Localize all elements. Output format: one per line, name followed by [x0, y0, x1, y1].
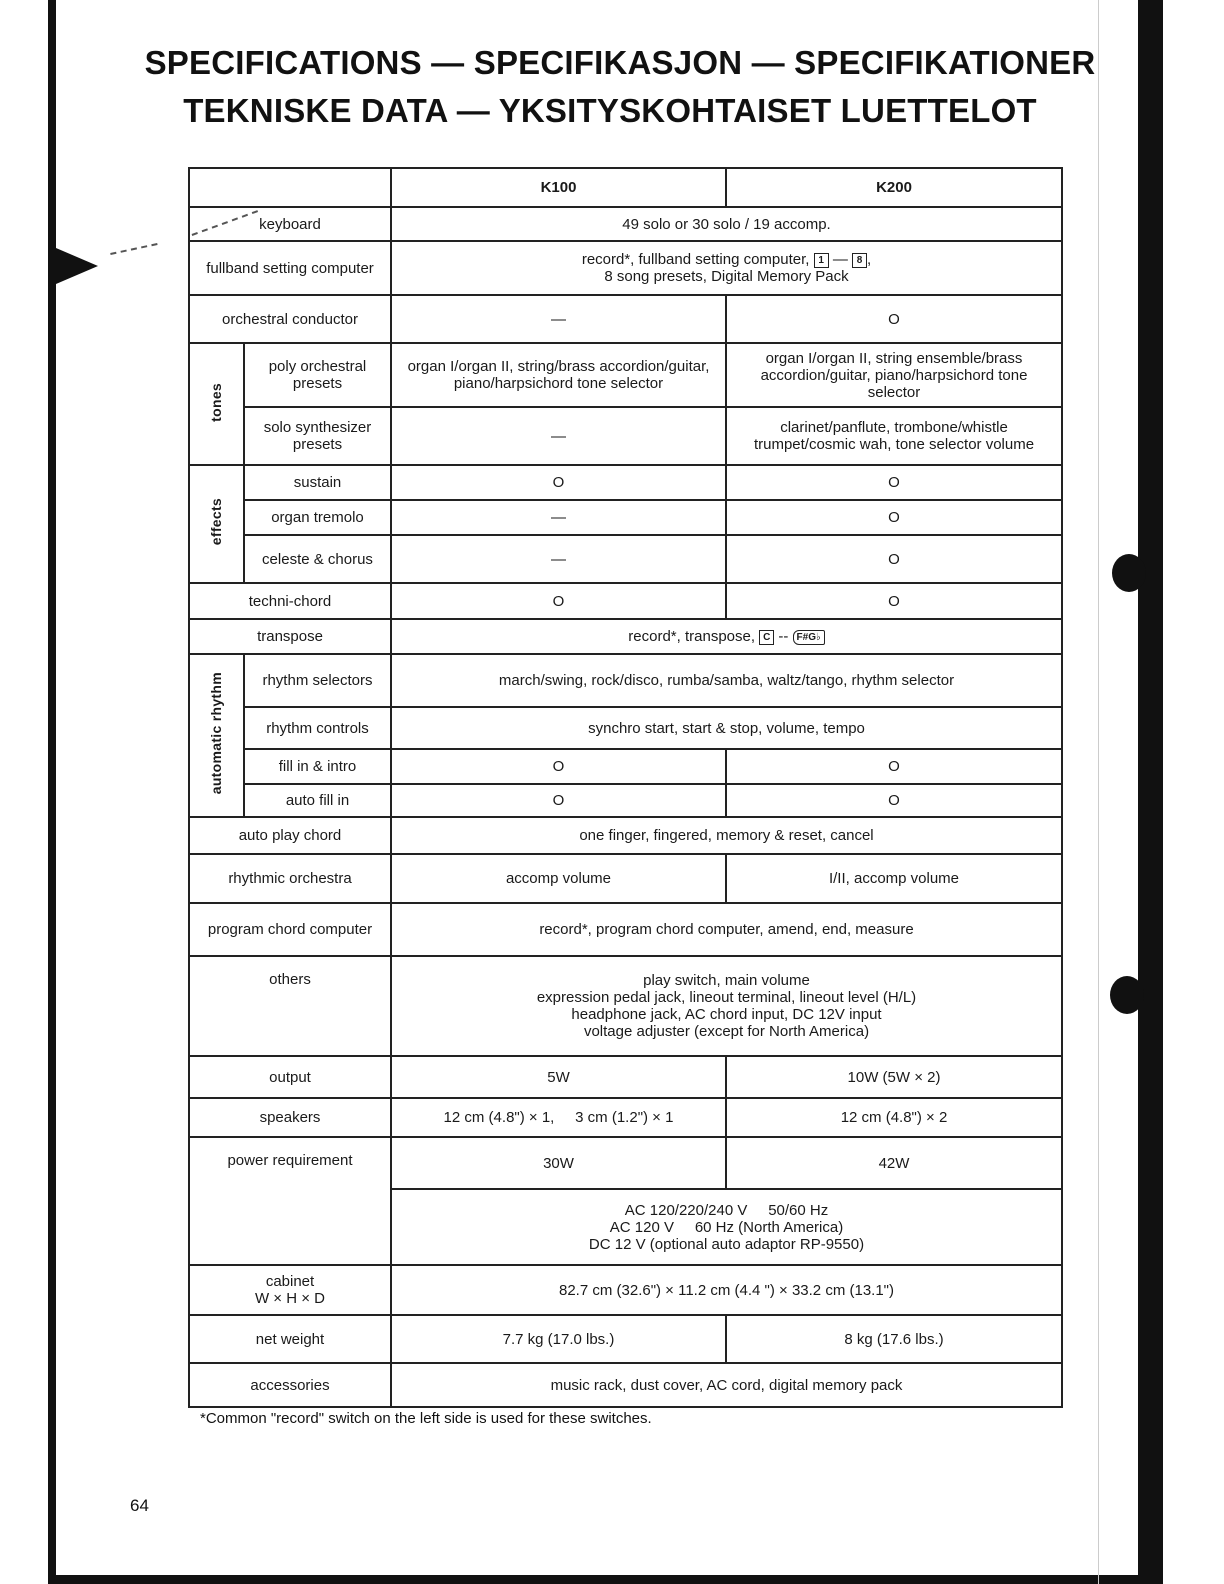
table-row [189, 407, 1062, 465]
transpose-text: record*, transpose, [628, 628, 756, 645]
cell-k200: O [726, 535, 1062, 583]
table-row [189, 903, 1062, 956]
range-dash: -- [778, 628, 789, 645]
table-row [189, 535, 1062, 583]
table-row [189, 1098, 1062, 1137]
group-label-automatic-rhythm: automatic rhythm [208, 672, 224, 795]
row-label: organ tremolo [244, 500, 391, 535]
table-row [189, 207, 1062, 241]
cabinet-label: cabinet [265, 1273, 315, 1290]
scan-border-bottom [48, 1575, 1163, 1584]
row-label: poly orchestral presets [244, 343, 391, 407]
cell-k200: O [726, 500, 1062, 535]
table-row [189, 583, 1062, 619]
margin-arrow-icon [56, 248, 98, 284]
punch-hole-icon [1110, 976, 1144, 1014]
row-value: 49 solo or 30 solo / 19 accomp. [391, 207, 1062, 241]
row-label: output [189, 1056, 391, 1098]
table-row [189, 295, 1062, 343]
row-label: orchestral conductor [189, 295, 391, 343]
row-value: 82.7 cm (32.6") × 11.2 cm (4.4 ") × 33.2 cm (13.1") [391, 1265, 1062, 1315]
power-line: AC 120 V 60 Hz (North America) [609, 1218, 844, 1236]
key-fsharp-icon: F#G♭ [793, 630, 825, 645]
cell-k100: 30W [391, 1137, 726, 1189]
table-row [189, 1137, 1062, 1189]
row-label: techni-chord [189, 583, 391, 619]
row-label: keyboard [189, 207, 391, 241]
cell-k100: organ I/organ II, string/brass accordion/guitar, piano/harpsichord tone selector [391, 343, 726, 407]
row-label: rhythmic orchestra [189, 854, 391, 903]
fullband-text-line2: 8 song presets, Digital Memory Pack [604, 268, 849, 285]
cell-k200: O [726, 465, 1062, 500]
table-row [189, 784, 1062, 817]
header-k200: K200 [726, 168, 1062, 207]
table-row [189, 817, 1062, 854]
row-label: sustain [244, 465, 391, 500]
row-label: auto play chord [189, 817, 391, 854]
table-row [189, 1315, 1062, 1363]
cabinet-dimension-label: W × H × D [254, 1290, 325, 1307]
cell-k100: O [391, 749, 726, 784]
range-dash: — [832, 251, 848, 268]
cell-k200: organ I/organ II, string ensemble/brass accordion/guitar, piano/harpsichord tone selector [726, 343, 1062, 407]
others-line: expression pedal jack, lineout terminal, lineout level (H/L) [536, 989, 917, 1006]
row-label: transpose [189, 619, 391, 654]
page-edge-line [1098, 0, 1099, 1584]
row-value: one finger, fingered, memory & reset, cancel [391, 817, 1062, 854]
preset-8-icon: 8 [852, 253, 867, 268]
row-value: music rack, dust cover, AC cord, digital memory pack [391, 1363, 1062, 1407]
row-label: accessories [189, 1363, 391, 1407]
cell-k100: — [391, 407, 726, 465]
table-header-row [189, 168, 1062, 207]
cell-k200: O [726, 295, 1062, 343]
cell-k200: O [726, 784, 1062, 817]
row-label: rhythm selectors [244, 654, 391, 707]
cell-k100: accomp volume [391, 854, 726, 903]
table-row [189, 343, 1062, 407]
table-row [189, 241, 1062, 295]
row-label: fullband setting computer [189, 241, 391, 295]
specifications-table [188, 167, 1063, 1408]
scan-border-right [1138, 0, 1163, 1584]
cell-k100: 5W [391, 1056, 726, 1098]
cell-k100: — [391, 535, 726, 583]
table-row [189, 854, 1062, 903]
cell-k200: 42W [726, 1137, 1062, 1189]
row-value [391, 619, 1062, 654]
cell-k200: clarinet/panflute, trombone/whistle trumpet/cosmic wah, tone selector volume [726, 407, 1062, 465]
row-label: auto fill in [244, 784, 391, 817]
row-label: solo synthesizer presets [244, 407, 391, 465]
cell-k200: 12 cm (4.8") × 2 [726, 1098, 1062, 1137]
row-label [189, 1265, 391, 1315]
cell-k100: 12 cm (4.8") × 1, 3 cm (1.2") × 1 [391, 1098, 726, 1137]
others-line: headphone jack, AC chord input, DC 12V input [571, 1006, 882, 1023]
cell-k100: 7.7 kg (17.0 lbs.) [391, 1315, 726, 1363]
row-label: celeste & chorus [244, 535, 391, 583]
header-blank-cell [189, 168, 391, 207]
footnote: *Common "record" switch on the left side is used for these switches. [200, 1410, 652, 1427]
row-value: record*, program chord computer, amend, end, measure [391, 903, 1062, 956]
cell-k100: — [391, 295, 726, 343]
row-label: net weight [189, 1315, 391, 1363]
cell-k100: — [391, 500, 726, 535]
cell-k200: O [726, 749, 1062, 784]
row-value: synchro start, start & stop, volume, tempo [391, 707, 1062, 749]
row-label: program chord computer [189, 903, 391, 956]
table-row [189, 619, 1062, 654]
table-row [189, 465, 1062, 500]
row-label: power requirement [189, 1137, 391, 1265]
page-number: 64 [130, 1496, 149, 1515]
table-row [189, 1363, 1062, 1407]
power-line: DC 12 V (optional auto adaptor RP-9550) [588, 1235, 865, 1253]
cell-k200: 8 kg (17.6 lbs.) [726, 1315, 1062, 1363]
page-title-line-1: SPECIFICATIONS — SPECIFIKASJON — SPECIFIKATIONER [144, 44, 1096, 81]
group-effects [189, 465, 244, 583]
group-label-tones: tones [208, 382, 224, 422]
row-label: rhythm controls [244, 707, 391, 749]
group-tones [189, 343, 244, 465]
table-row [189, 1056, 1062, 1098]
preset-1-icon: 1 [814, 253, 829, 268]
scan-border-left [48, 0, 56, 1584]
table-row [189, 1265, 1062, 1315]
row-value: march/swing, rock/disco, rumba/samba, waltz/tango, rhythm selector [391, 654, 1062, 707]
fullband-comma: , [866, 251, 872, 268]
power-line: AC 120/220/240 V 50/60 Hz [624, 1201, 829, 1219]
table-row [189, 749, 1062, 784]
punch-hole-icon [1112, 554, 1146, 592]
fullband-text: record*, fullband setting computer, [581, 251, 810, 268]
cell-k200: 10W (5W × 2) [726, 1056, 1062, 1098]
cell-k100: O [391, 583, 726, 619]
cell-k200: O [726, 583, 1062, 619]
header-k100: K100 [391, 168, 726, 207]
table-row [189, 654, 1062, 707]
row-label: others [189, 956, 391, 1056]
pencil-mark [110, 243, 158, 256]
row-label: fill in & intro [244, 749, 391, 784]
group-automatic-rhythm [189, 654, 244, 817]
cell-k100: O [391, 465, 726, 500]
table-row [189, 956, 1062, 1056]
key-c-icon: C [759, 630, 774, 645]
cell-k100: O [391, 784, 726, 817]
page-title-line-2: TEKNISKE DATA — YKSITYSKOHTAISET LUETTELOT [183, 92, 1037, 129]
table-row [189, 500, 1062, 535]
cell-k200: I/II, accomp volume [726, 854, 1062, 903]
row-value [391, 956, 1062, 1056]
table-row [189, 707, 1062, 749]
row-value [391, 1189, 1062, 1265]
others-line: play switch, main volume [643, 972, 810, 989]
group-label-effects: effects [208, 498, 224, 546]
row-label: speakers [189, 1098, 391, 1137]
others-line: voltage adjuster (except for North America) [583, 1023, 870, 1040]
row-value [391, 241, 1062, 295]
